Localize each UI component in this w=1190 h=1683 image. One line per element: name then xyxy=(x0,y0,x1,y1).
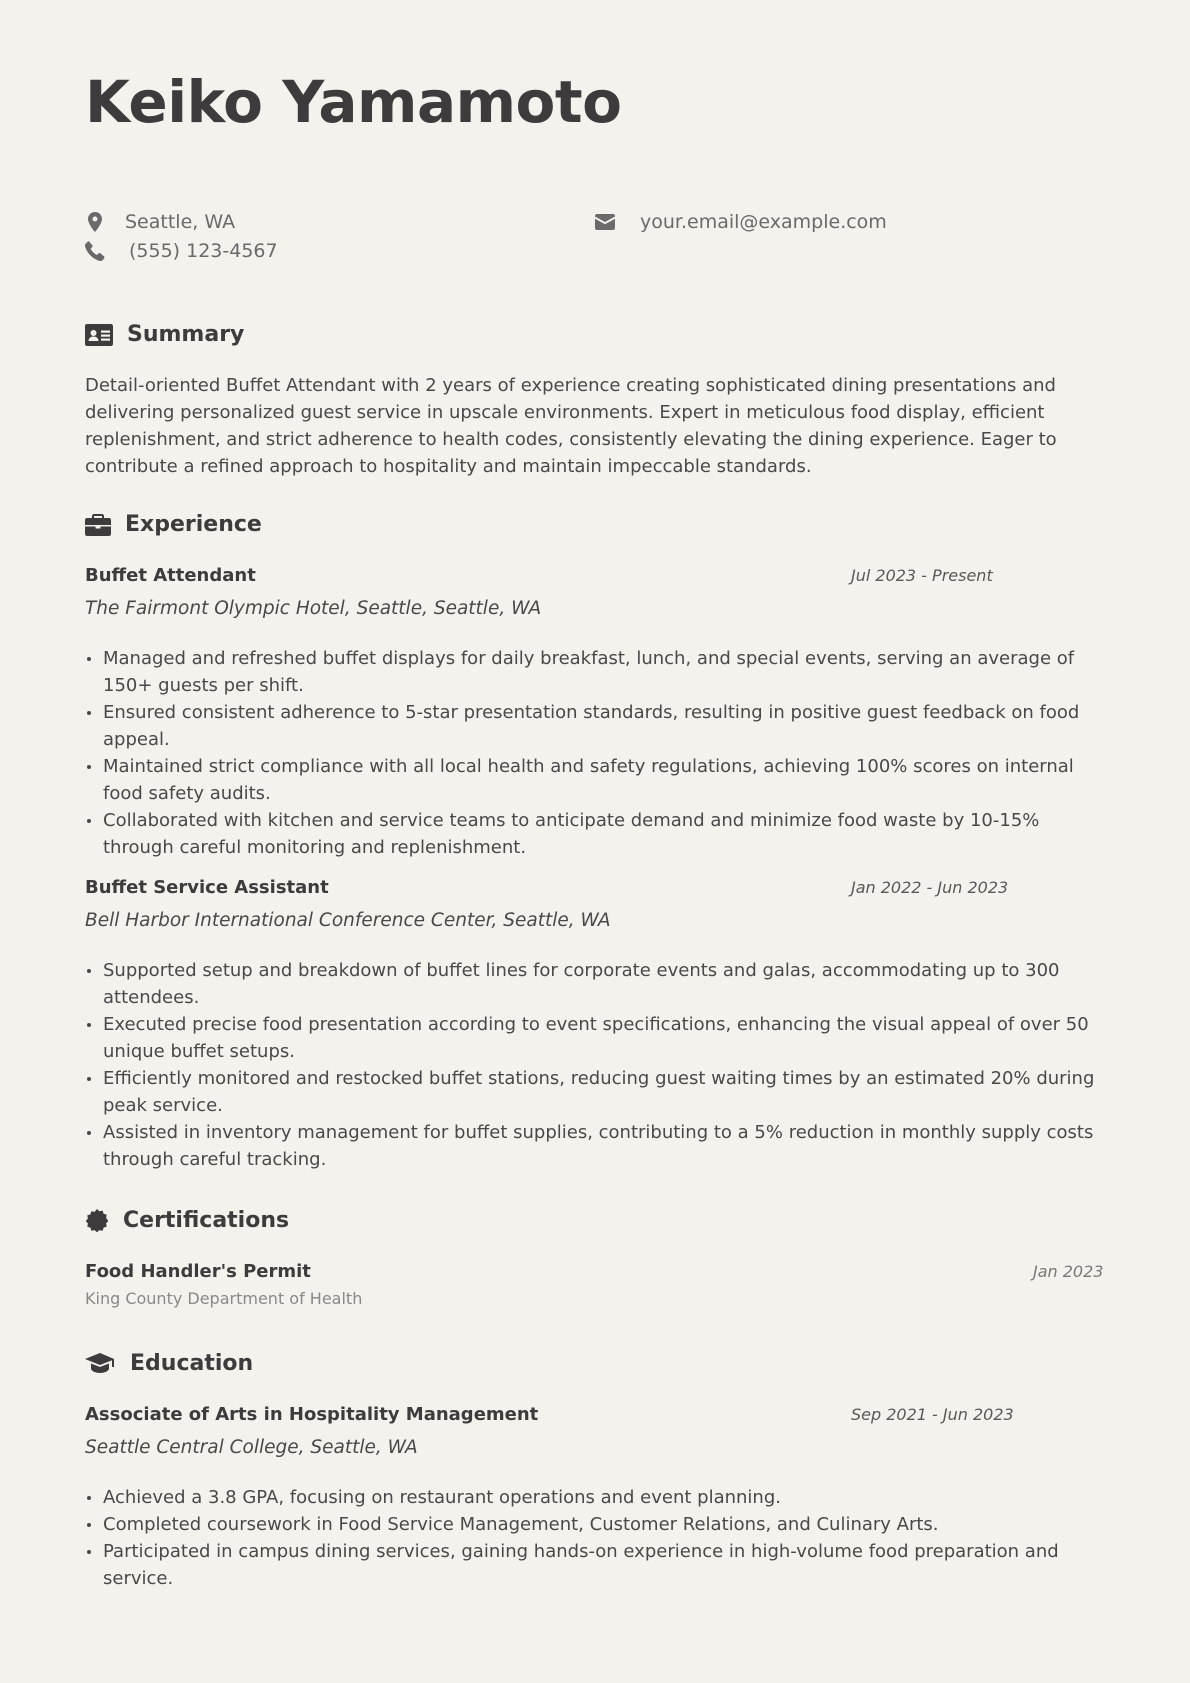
job-organization: The Fairmont Olympic Hotel, Seattle, Seattle, WA xyxy=(85,598,542,619)
contact-location xyxy=(85,211,235,233)
summary-text: Detail-oriented Buffet Attendant with 2 years of experience creating sophisticated dining presentations and delivering personalized guest service in upscale environments. Expert in meticulous food display, efficient replenishment, and strict adherence to health codes, consistently elevating the dining experience. Eager to contribute a refined approach to hospitality and maintain impeccable standards. xyxy=(85,375,1057,477)
list-item: Supported setup and breakdown of buffet lines for corporate events and galas, accommodating up to 300 attendees. xyxy=(85,957,1105,1011)
list-item: Executed precise food presentation according to event specifications, enhancing the visual appeal of over 50 unique buffet setups. xyxy=(85,1011,1105,1065)
job-dates: Jan 2022 - Jun 2023 xyxy=(851,878,1009,897)
section-education-heading xyxy=(85,1351,253,1376)
id-card-icon xyxy=(85,324,113,346)
list-item: Managed and refreshed buffet displays for daily breakfast, lunch, and special events, serving an average of 150+ guests per shift. xyxy=(85,645,1105,699)
job-bullets xyxy=(85,645,1105,861)
certificate-icon xyxy=(85,1209,109,1233)
education-dates: Sep 2021 - Jun 2023 xyxy=(851,1405,1014,1424)
phone-icon xyxy=(85,240,105,262)
section-experience-title: Experience xyxy=(125,512,262,537)
list-item: Ensured consistent adherence to 5-star presentation standards, resulting in positive guest feedback on food appeal. xyxy=(85,699,1105,753)
job-title: Buffet Attendant xyxy=(85,565,256,586)
list-item: Completed coursework in Food Service Management, Customer Relations, and Culinary Arts. xyxy=(85,1511,1105,1538)
education-degree: Associate of Arts in Hospitality Management xyxy=(85,1404,539,1425)
list-item: Assisted in inventory management for buffet supplies, contributing to a 5% reduction in monthly supply costs through careful tracking. xyxy=(85,1119,1105,1173)
section-summary-heading xyxy=(85,322,244,347)
list-item: Participated in campus dining services, gaining hands-on experience in high-volume food preparation and service. xyxy=(85,1538,1105,1592)
job-organization: Bell Harbor International Conference Center, Seattle, WA xyxy=(85,910,611,931)
list-item: Collaborated with kitchen and service teams to anticipate demand and minimize food waste by 10-15% through careful monitoring and replenishment. xyxy=(85,807,1105,861)
list-item: Maintained strict compliance with all local health and safety regulations, achieving 100% scores on internal food safety audits. xyxy=(85,753,1105,807)
contact-email-text[interactable]: your.email@example.com xyxy=(640,211,887,233)
certification-issuer: King County Department of Health xyxy=(85,1289,363,1308)
envelope-icon xyxy=(595,211,615,233)
contact-location-text: Seattle, WA xyxy=(125,211,236,233)
section-summary-title: Summary xyxy=(127,322,245,347)
job-title: Buffet Service Assistant xyxy=(85,877,329,898)
map-marker-icon xyxy=(85,211,105,233)
education-bullets xyxy=(85,1484,1105,1592)
job-dates: Jul 2023 - Present xyxy=(851,566,993,585)
education-school: Seattle Central College, Seattle, WA xyxy=(85,1437,418,1458)
contact-phone xyxy=(85,240,278,262)
briefcase-icon xyxy=(85,514,111,536)
section-education-title: Education xyxy=(130,1351,254,1376)
resume-name: Keiko Yamamoto xyxy=(85,68,622,136)
list-item: Efficiently monitored and restocked buffet stations, reducing guest waiting times by an estimated 20% during peak service. xyxy=(85,1065,1105,1119)
contact-email[interactable] xyxy=(595,211,887,233)
section-certifications-heading xyxy=(85,1208,289,1233)
contact-phone-text: (555) 123-4567 xyxy=(129,240,278,262)
certification-name: Food Handler's Permit xyxy=(85,1261,311,1282)
section-experience-heading xyxy=(85,512,262,537)
certification-date: Jan 2023 xyxy=(1033,1262,1104,1281)
graduation-cap-icon xyxy=(85,1353,115,1375)
job-bullets xyxy=(85,957,1105,1173)
list-item: Achieved a 3.8 GPA, focusing on restaurant operations and event planning. xyxy=(85,1484,1105,1511)
section-certifications-title: Certifications xyxy=(123,1208,290,1233)
